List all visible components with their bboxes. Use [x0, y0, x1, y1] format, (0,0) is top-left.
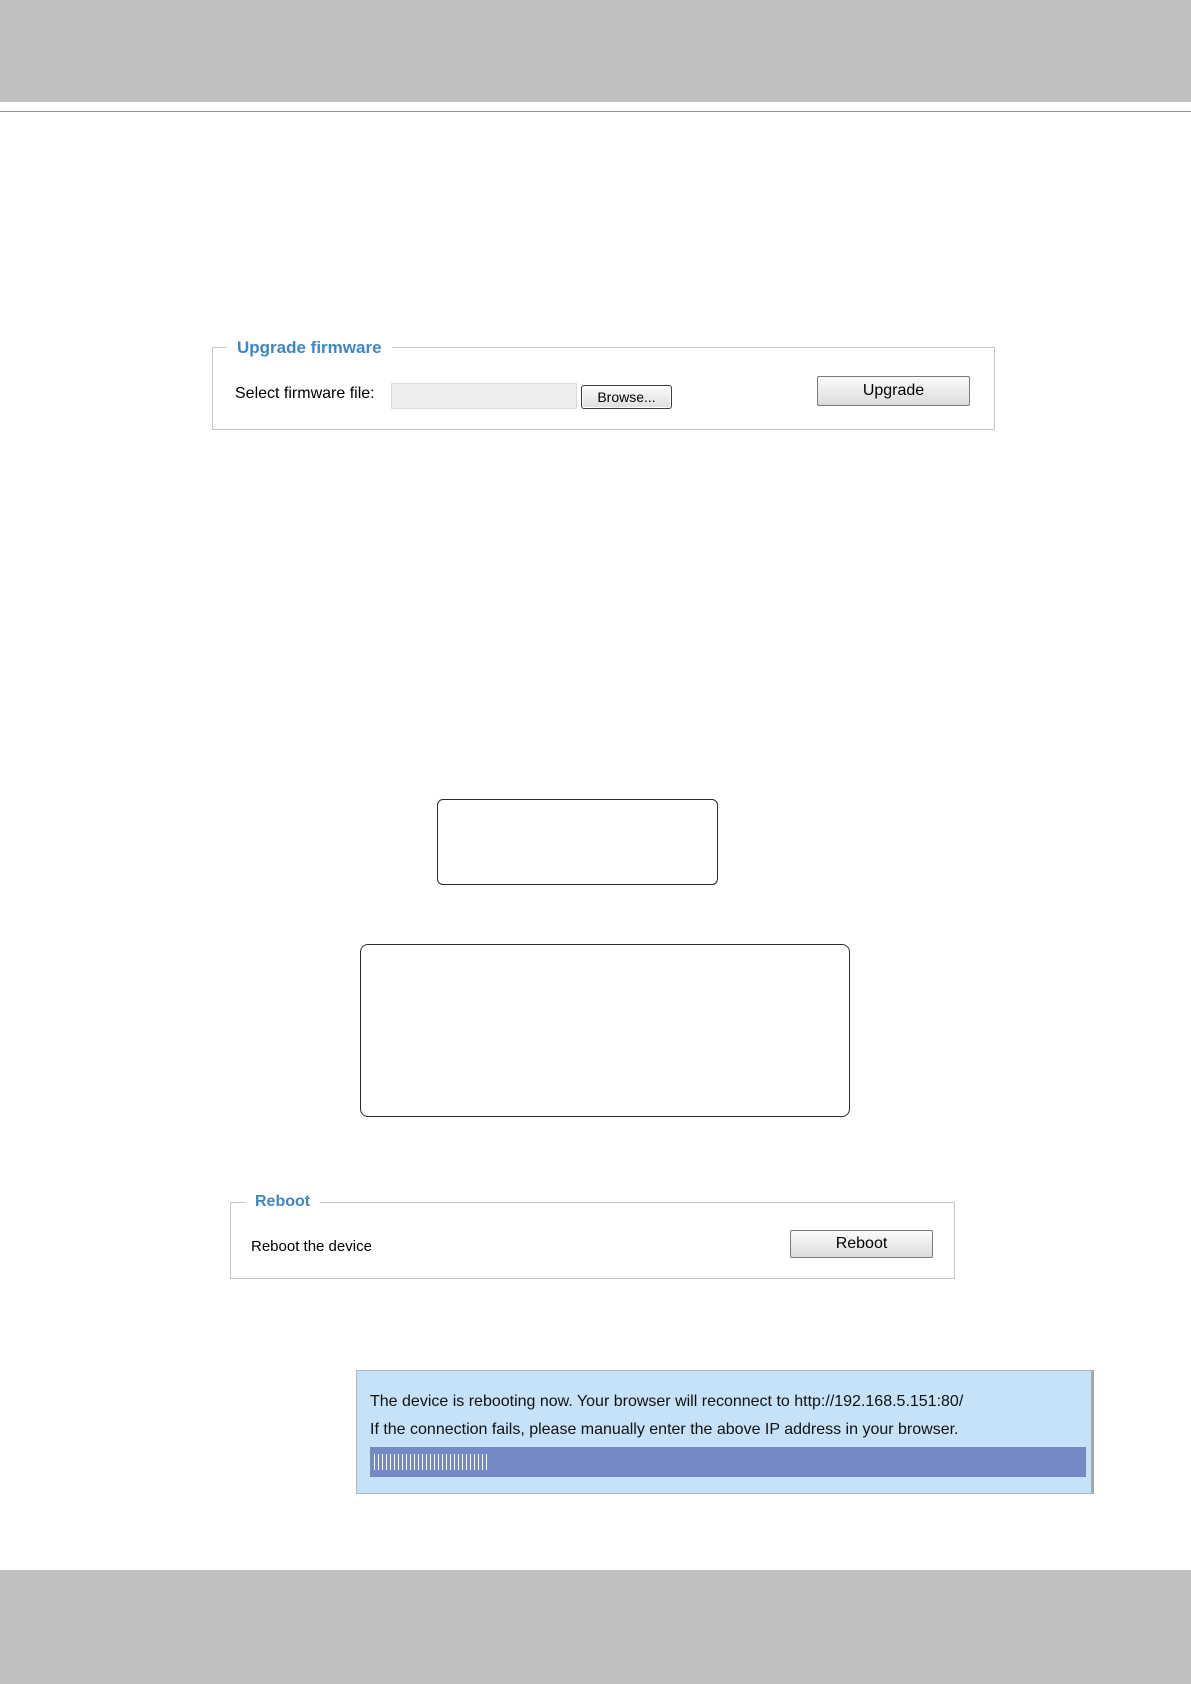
rebooting-notice — [356, 1370, 1094, 1494]
header-divider — [0, 111, 1191, 112]
empty-box-large — [360, 944, 850, 1117]
footer-band — [0, 1570, 1191, 1684]
notice-line-connection-fails: If the connection fails, please manually enter the above IP address in your browser. — [370, 1421, 959, 1438]
select-firmware-label: Select firmware file: — [235, 385, 375, 402]
reboot-progress-bar — [370, 1447, 1086, 1477]
browse-button[interactable]: Browse... — [581, 385, 672, 409]
reboot-panel — [230, 1193, 955, 1279]
reboot-device-label: Reboot the device — [251, 1238, 372, 1255]
empty-box-small — [437, 799, 718, 885]
reboot-legend: Reboot — [245, 1193, 320, 1211]
notice-line-reconnect: The device is rebooting now. Your browser will reconnect to http://192.168.5.151:80/ — [370, 1393, 964, 1410]
reboot-button[interactable]: Reboot — [790, 1230, 933, 1258]
reboot-progress-fill — [374, 1454, 487, 1470]
upgrade-firmware-panel — [212, 338, 995, 430]
upgrade-firmware-legend: Upgrade firmware — [227, 338, 392, 358]
upgrade-button[interactable]: Upgrade — [817, 376, 970, 406]
firmware-file-input[interactable] — [391, 383, 577, 409]
header-band — [0, 0, 1191, 102]
